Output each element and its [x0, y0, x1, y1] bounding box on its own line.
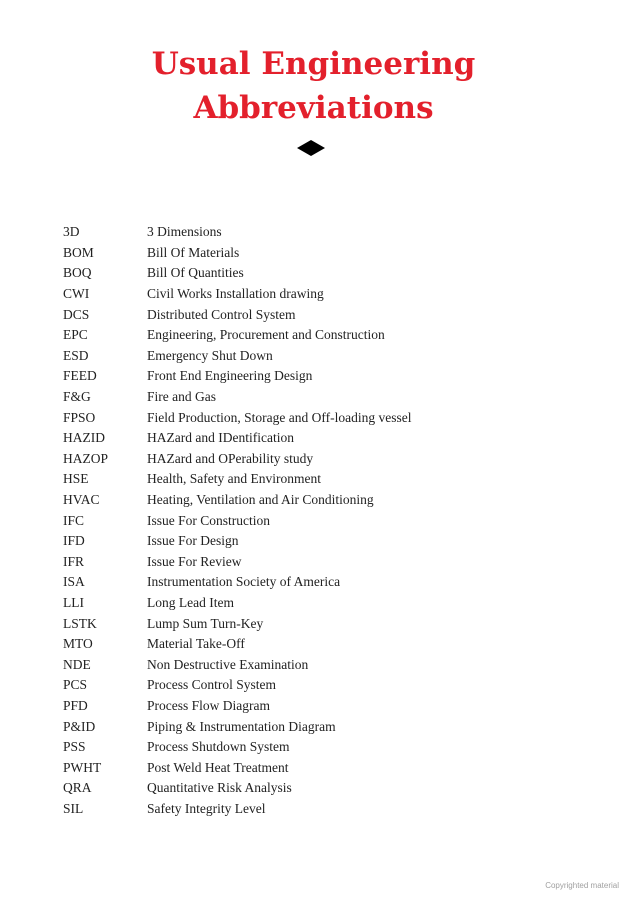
abbreviation-meaning: Non Destructive Examination	[147, 656, 309, 672]
abbreviation-term: PWHT	[63, 759, 102, 775]
abbreviation-meaning: Post Weld Heat Treatment	[147, 759, 289, 775]
abbreviation-term: P&ID	[63, 718, 96, 734]
abbreviation-term: BOQ	[63, 265, 92, 281]
abbreviation-term: SIL	[63, 800, 84, 816]
abbreviation-meaning: Issue For Design	[147, 533, 239, 549]
abbreviation-term: MTO	[63, 636, 93, 652]
abbreviation-meaning: Civil Works Installation drawing	[147, 286, 324, 302]
page-title-line-2: Abbreviations	[193, 90, 434, 126]
abbreviation-term: PCS	[63, 677, 88, 693]
abbreviation-term: PSS	[63, 739, 86, 755]
abbreviation-term: F&G	[63, 389, 91, 405]
abbreviation-row	[63, 243, 583, 264]
abbreviation-term: BOM	[63, 244, 94, 260]
abbreviation-row	[63, 346, 583, 367]
abbreviation-term: IFC	[63, 512, 85, 528]
abbreviation-meaning: Engineering, Procurement and Construction	[147, 327, 385, 343]
abbreviation-row	[63, 325, 583, 346]
abbreviation-term: LSTK	[63, 615, 97, 631]
abbreviation-term: EPC	[63, 327, 88, 343]
abbreviation-term: NDE	[63, 656, 91, 672]
abbreviation-term: 3D	[63, 224, 80, 240]
page-title-line-1: Usual Engineering	[151, 46, 476, 82]
abbreviation-term: IFD	[63, 533, 85, 549]
abbreviation-term: HAZOP	[63, 450, 109, 466]
abbreviation-term: DCS	[63, 306, 90, 322]
abbreviation-row	[63, 613, 583, 634]
abbreviation-meaning: Bill Of Quantities	[147, 265, 244, 281]
abbreviation-meaning: Instrumentation Society of America	[147, 574, 341, 590]
abbreviation-meaning: Health, Safety and Environment	[147, 471, 321, 487]
abbreviation-meaning: Long Lead Item	[147, 594, 234, 610]
abbreviation-term: PFD	[63, 697, 88, 713]
abbreviation-row	[63, 572, 583, 593]
abbreviation-row	[63, 634, 583, 655]
abbreviation-row	[63, 675, 583, 696]
abbreviation-term: HSE	[63, 471, 89, 487]
abbreviation-meaning: Process Control System	[147, 677, 277, 693]
abbreviation-row	[63, 510, 583, 531]
abbreviation-term: FPSO	[63, 409, 96, 425]
abbreviation-meaning: Bill Of Materials	[147, 244, 240, 260]
page-title	[0, 42, 627, 130]
abbreviation-row	[63, 654, 583, 675]
abbreviation-meaning: Heating, Ventilation and Air Conditioning	[147, 492, 374, 508]
abbreviation-term: HAZID	[63, 430, 105, 446]
abbreviation-row	[63, 552, 583, 573]
abbreviation-meaning: Field Production, Storage and Off-loading vessel	[147, 409, 412, 425]
abbreviation-meaning: Quantitative Risk Analysis	[147, 780, 292, 796]
abbreviation-term: ESD	[63, 347, 89, 363]
abbreviation-row	[63, 407, 583, 428]
abbreviation-meaning: Lump Sum Turn-Key	[147, 615, 264, 631]
abbreviation-term: ISA	[63, 574, 85, 590]
abbreviation-row	[63, 531, 583, 552]
abbreviation-term: QRA	[63, 780, 92, 796]
abbreviation-row	[63, 366, 583, 387]
abbreviation-row	[63, 263, 583, 284]
abbreviation-row	[63, 757, 583, 778]
abbreviation-row	[63, 284, 583, 305]
diamond-ornament-icon	[297, 140, 325, 156]
abbreviation-term: LLI	[63, 594, 84, 610]
abbreviation-row	[63, 593, 583, 614]
abbreviation-row	[63, 222, 583, 243]
abbreviation-row	[63, 737, 583, 758]
abbreviation-term: IFR	[63, 553, 85, 569]
abbreviation-meaning: Emergency Shut Down	[147, 347, 273, 363]
abbreviation-meaning: HAZard and IDentification	[147, 430, 294, 446]
abbreviation-list	[63, 222, 583, 819]
abbreviation-row	[63, 696, 583, 717]
abbreviation-row	[63, 469, 583, 490]
abbreviation-meaning: Front End Engineering Design	[147, 368, 313, 384]
abbreviation-row	[63, 490, 583, 511]
abbreviation-row	[63, 304, 583, 325]
abbreviation-row	[63, 799, 583, 820]
abbreviation-row	[63, 716, 583, 737]
abbreviation-row	[63, 428, 583, 449]
abbreviation-row	[63, 778, 583, 799]
abbreviation-meaning: Distributed Control System	[147, 306, 296, 322]
abbreviation-term: HVAC	[63, 492, 100, 508]
abbreviation-row	[63, 387, 583, 408]
abbreviation-meaning: Issue For Construction	[147, 512, 270, 528]
abbreviation-meaning: Fire and Gas	[147, 389, 216, 405]
abbreviation-row	[63, 449, 583, 470]
abbreviation-meaning: Safety Integrity Level	[147, 800, 266, 816]
abbreviation-meaning: Process Shutdown System	[147, 739, 290, 755]
abbreviation-meaning: HAZard and OPerability study	[147, 450, 314, 466]
abbreviation-term: CWI	[63, 286, 90, 302]
copyright-notice: Copyrighted material	[545, 881, 619, 890]
abbreviation-term: FEED	[63, 368, 97, 384]
abbreviation-meaning: Issue For Review	[147, 553, 242, 569]
abbreviation-meaning: Process Flow Diagram	[147, 697, 270, 713]
abbreviation-meaning: 3 Dimensions	[147, 224, 222, 240]
abbreviation-meaning: Material Take-Off	[147, 636, 245, 652]
abbreviation-meaning: Piping & Instrumentation Diagram	[147, 718, 336, 734]
